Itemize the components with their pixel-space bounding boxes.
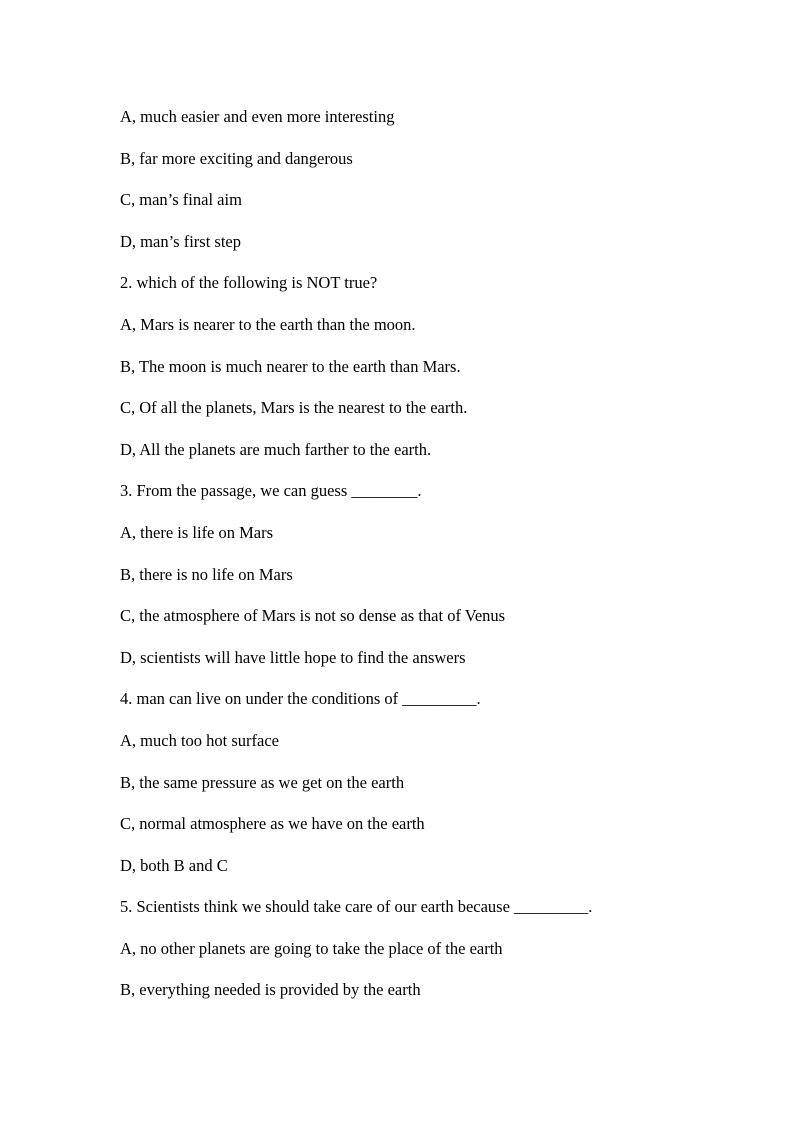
option-text-line: A, much too hot surface [120, 730, 279, 750]
option-text-line: C, man’s final aim [120, 190, 242, 210]
option-text-line: A, Mars is nearer to the earth than the moon. [120, 314, 416, 334]
question-text-line: 4. man can live on under the conditions of _________. [120, 689, 481, 709]
option-text-line: B, The moon is much nearer to the earth than Mars. [120, 356, 461, 376]
option-text-line: B, there is no life on Mars [120, 564, 293, 584]
option-text-line: C, the atmosphere of Mars is not so dense as that of Venus [120, 606, 506, 626]
option-text-line: C, normal atmosphere as we have on the earth [120, 814, 425, 834]
option-text-line: A, no other planets are going to take the place of the earth [120, 938, 503, 958]
option-text-line: C, Of all the planets, Mars is the nearest to the earth. [120, 398, 468, 418]
question-text-line: 5. Scientists think we should take care of our earth because _________. [120, 897, 593, 917]
option-text-line: A, there is life on Mars [120, 522, 274, 542]
option-text-line: B, the same pressure as we get on the earth [120, 772, 405, 792]
question-text-line: 2. which of the following is NOT true? [120, 273, 378, 293]
option-text-line: D, both B and C [120, 855, 228, 875]
question-text-list [120, 106, 760, 1021]
option-text-line: D, All the planets are much farther to the earth. [120, 439, 432, 459]
option-text-line: B, far more exciting and dangerous [120, 148, 353, 168]
option-text-line: B, everything needed is provided by the earth [120, 980, 421, 1000]
option-text-line: D, man’s first step [120, 231, 241, 251]
option-text-line: D, scientists will have little hope to find the answers [120, 647, 466, 667]
question-text-line: 3. From the passage, we can guess ________. [120, 481, 422, 501]
option-text-line: A, much easier and even more interesting [120, 107, 395, 126]
